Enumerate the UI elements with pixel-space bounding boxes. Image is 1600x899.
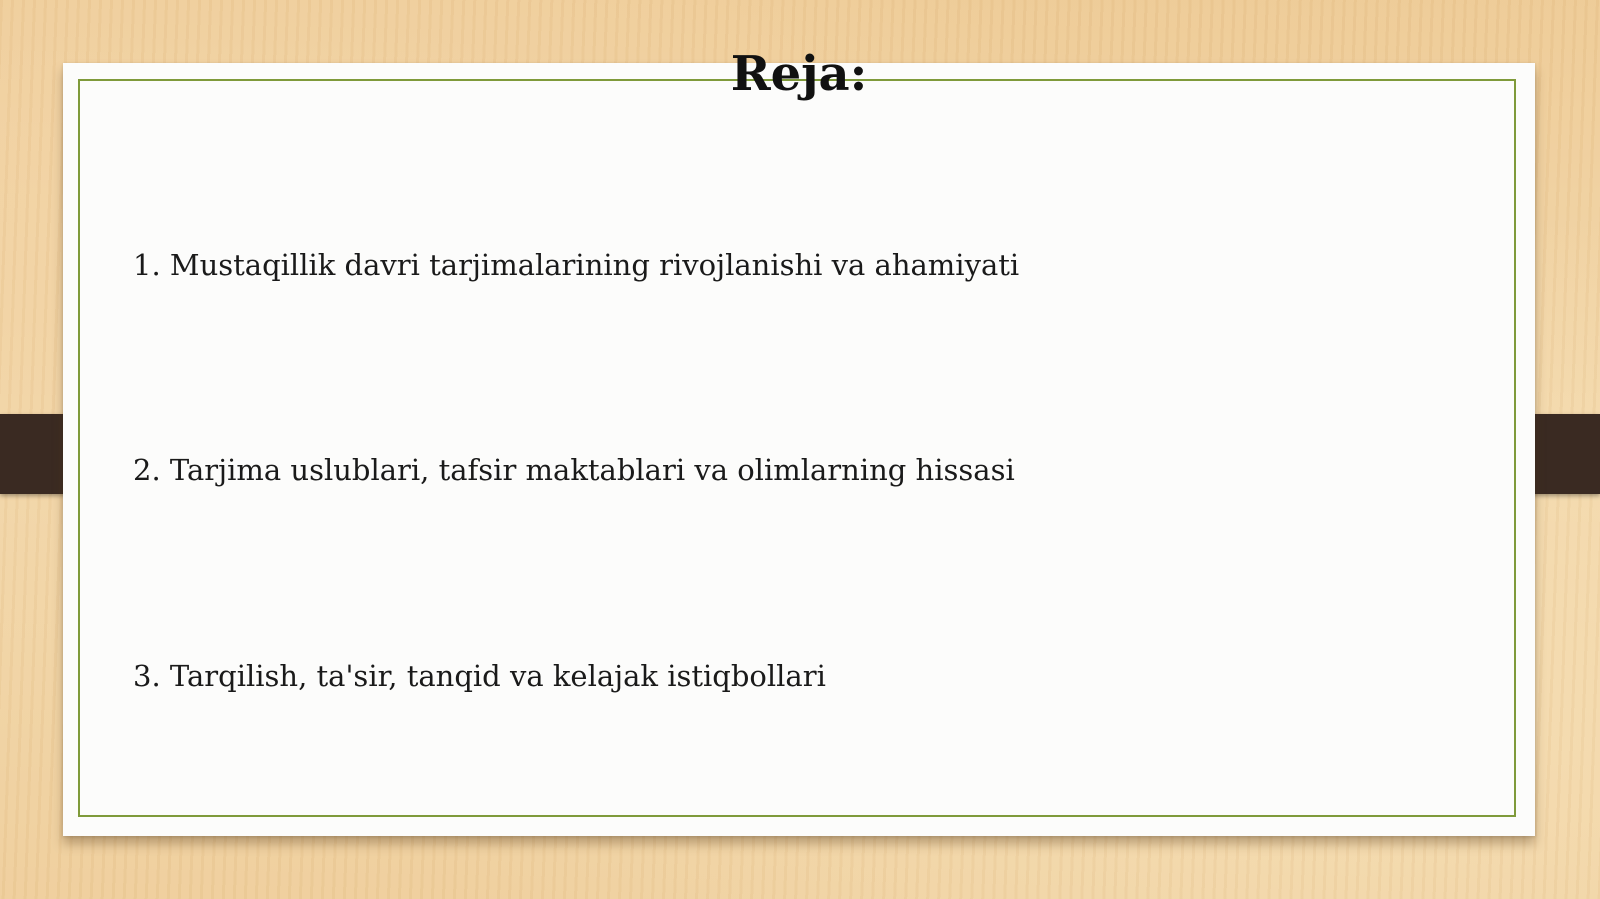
slide-frame	[78, 79, 1516, 817]
slide-title: Reja:	[730, 46, 868, 102]
slide-paper	[63, 46, 1535, 836]
plan-item-2: 2. Tarjima uslublari, tafsir maktablari va olimlarning hissasi	[133, 453, 1015, 487]
plan-item-3: 3. Tarqilish, ta'sir, tanqid va kelajak istiqbollari	[133, 659, 826, 693]
plan-item-1: 1. Mustaqillik davri tarjimalarining rivojlanishi va ahamiyati	[133, 248, 1020, 282]
